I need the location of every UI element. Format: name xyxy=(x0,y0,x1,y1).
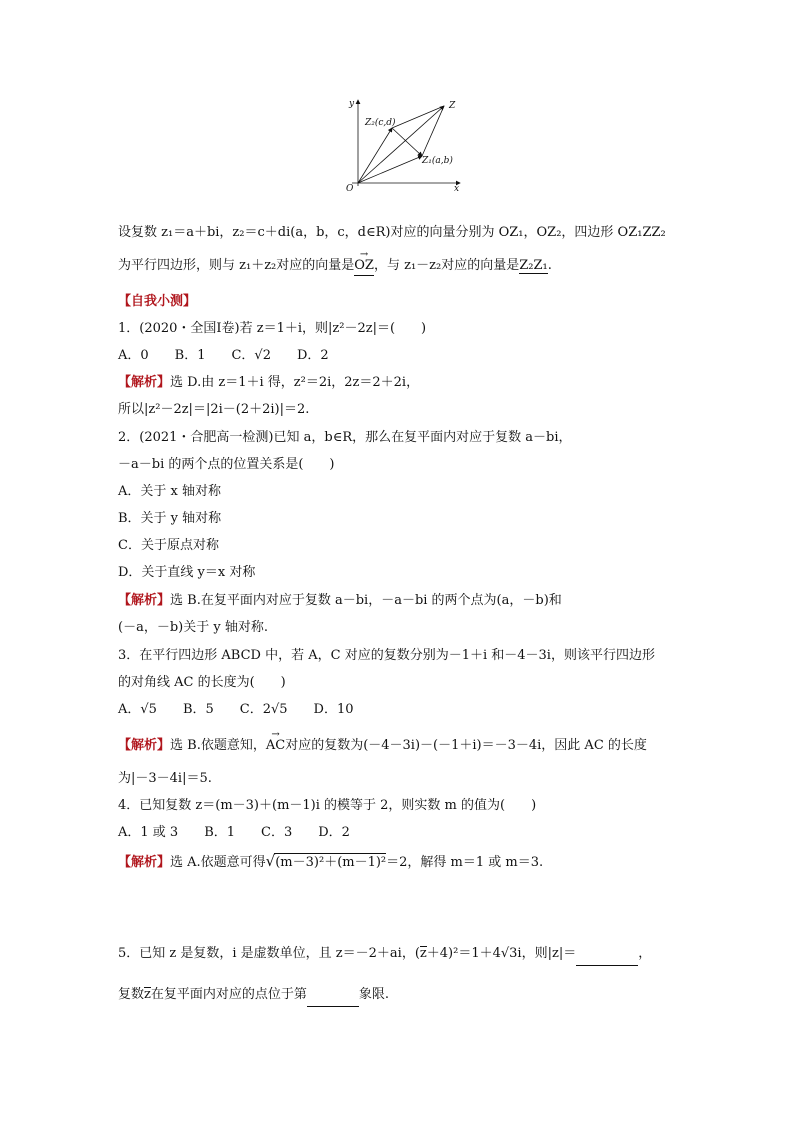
q5-stem-1 xyxy=(118,945,651,966)
q5-text-d: 复数 xyxy=(118,987,145,1002)
q5-stem-2 xyxy=(118,986,389,1007)
z-conjugate-2: z xyxy=(144,987,151,1002)
q3-answer-2: 为|－3－4i|＝5. xyxy=(118,771,212,786)
vector-z2z1-text: Z₂Z₁ xyxy=(519,258,548,273)
q2-answer-1 xyxy=(118,592,562,610)
q4-options: A．1 或 3 B．1 C．3 D．2 xyxy=(118,825,350,840)
radical-sign: √ xyxy=(265,852,276,870)
q4-radicand: (m－3)²＋(m－1)² xyxy=(275,855,387,870)
vector-ac-text: → AC xyxy=(266,737,285,755)
q3-options: A．√5 B．5 C．2√5 D．10 xyxy=(118,702,354,717)
answer-blank-2[interactable] xyxy=(307,988,359,1007)
q2-stem-1: 2．(2021・合肥高一检测)已知 a，b∈R，那么在复平面内对应于复数 a－bi， xyxy=(118,430,572,445)
analysis-tag: 【解析】 xyxy=(118,738,171,753)
q1-options: A．0 B．1 C．√2 D．2 xyxy=(118,348,329,363)
q4-answer-text-b: ＝2，解得 m＝1 或 m＝3. xyxy=(386,855,544,870)
analysis-tag: 【解析】 xyxy=(118,855,171,870)
q3-answer-text-a: 选 B.依题意知， xyxy=(170,738,266,753)
q3-answer-text-b: 对应的复数为(－4－3i)－(－1＋i)＝－3－4i，因此 AC 的长度 xyxy=(285,738,647,753)
q4-answer xyxy=(118,852,543,872)
q3-stem-1: 3．在平行四边形 ABCD 中，若 A，C 对应的复数分别为－1＋i 和－4－3i，则该平行四边形 xyxy=(118,648,655,663)
axis-x-label: x xyxy=(454,184,460,194)
answer-blank-1[interactable] xyxy=(576,947,638,966)
intro-text-a: 为平行四边形，则与 z₁＋z₂对应的向量是 xyxy=(118,258,355,273)
parallelogram-diagram xyxy=(338,96,468,194)
q5-text-a: 5．已知 z 是复数，i 是虚数单位，且 z＝－2＋ai，( xyxy=(118,946,420,961)
q2-answer-text: 选 B.在复平面内对应于复数 a－bi，－a－bi 的两个点为(a，－b)和 xyxy=(170,593,562,608)
vector-oz-text: → OZ xyxy=(354,257,374,276)
point-z2-label: Z₂(c,d) xyxy=(365,118,396,128)
point-z-label: Z xyxy=(449,101,456,111)
q2-stem-2: －a－bi 的两个点的位置关系是( ) xyxy=(118,457,335,472)
origin-label: O xyxy=(346,184,354,194)
intro-line-1: 设复数 z₁＝a＋bi，z₂＝c＋di(a，b，c，d∈R)对应的向量分别为 OZ₁，OZ₂，四边形 OZ₁ZZ₂ xyxy=(118,225,666,240)
analysis-tag: 【解析】 xyxy=(118,593,171,608)
q3-answer-1 xyxy=(118,737,647,755)
q1-answer-1 xyxy=(118,374,419,392)
q2-answer-2: (－a，－b)关于 y 轴对称. xyxy=(118,620,268,635)
q2-option-b: B．关于 y 轴对称 xyxy=(118,511,222,526)
intro-line-2 xyxy=(118,257,552,276)
axis-y-label: y xyxy=(349,99,355,109)
vector-oz1 xyxy=(358,156,422,183)
vector-oz2 xyxy=(358,128,392,183)
q3-stem-2: 的对角线 AC 的长度为( ) xyxy=(118,675,286,690)
q5-text-e: 在复平面内对应的点位于第 xyxy=(150,987,307,1002)
q1-answer-2: 所以|z²－2z|＝|2i－(2＋2i)|＝2. xyxy=(118,402,310,417)
intro-text-c: . xyxy=(547,258,552,273)
q5-text-f: 象限. xyxy=(358,987,390,1002)
q1-answer-text: 选 D.由 z＝1＋i 得，z²＝2i，2z＝2＋2i， xyxy=(170,375,420,390)
q5-text-c: ， xyxy=(638,946,652,961)
q2-option-c: C．关于原点对称 xyxy=(118,538,219,553)
vector-z2z1 xyxy=(392,128,422,156)
q4-stem: 4．已知复数 z＝(m－3)＋(m－1)i 的模等于 2，则实数 m 的值为( ) xyxy=(118,798,537,813)
intro-text-b: ，与 z₁－z₂对应的向量是 xyxy=(373,258,520,273)
q2-option-a: A．关于 x 轴对称 xyxy=(118,484,221,499)
z-conjugate: z xyxy=(419,946,427,961)
point-z1-label: Z₁(a,b) xyxy=(422,156,453,166)
q4-answer-text-a: 选 A.依题意可得 xyxy=(170,855,266,870)
q2-option-d: D．关于直线 y＝x 对称 xyxy=(118,565,256,580)
analysis-tag: 【解析】 xyxy=(118,375,171,390)
q1-stem: 1．(2020・全国Ⅰ卷)若 z＝1＋i，则|z²－2z|＝( ) xyxy=(118,321,427,336)
q5-text-b: ＋4)²＝1＋4√3i，则|z|＝ xyxy=(426,946,577,961)
section-title: 【自我小测】 xyxy=(118,294,197,309)
